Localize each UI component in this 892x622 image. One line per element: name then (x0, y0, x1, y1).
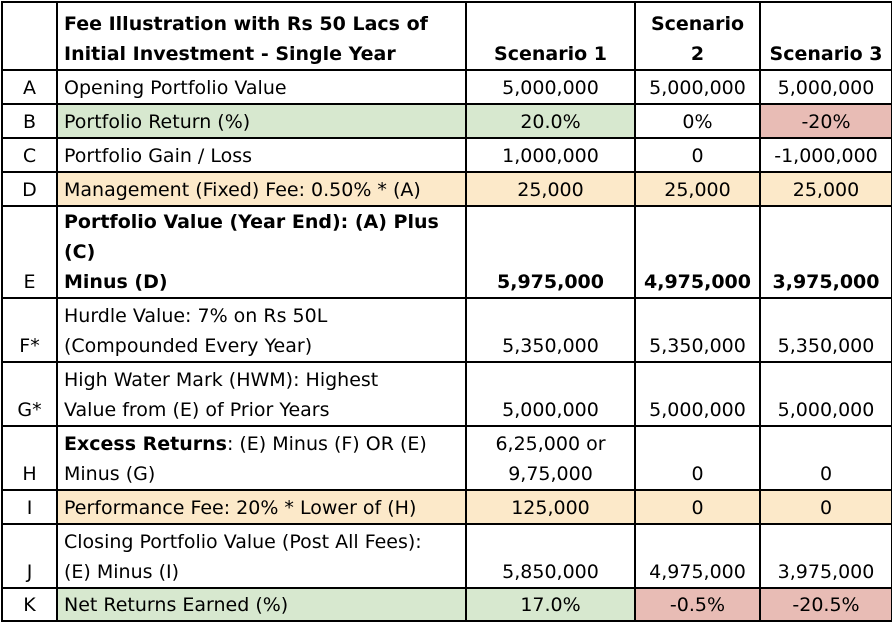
row-description-line1: Closing Portfolio Value (Post All Fees): (64, 531, 422, 553)
scenario-2-value: 5,350,000 (635, 298, 760, 362)
scenario-3-header: Scenario 3 (760, 2, 892, 70)
scenario-3-value: 0 (760, 490, 892, 524)
row-description-line2: (E) Minus (I) (64, 561, 179, 583)
scenario-3-value: 3,975,000 (760, 524, 892, 588)
row-description: Portfolio Gain / Loss (57, 138, 466, 172)
row-description (57, 206, 466, 298)
row-key: G* (2, 362, 57, 426)
row-key: H (2, 426, 57, 490)
scenario-3-value: -20.5% (760, 588, 892, 621)
scenario-2-header: Scenario 2 (635, 2, 760, 70)
table-row (2, 138, 892, 172)
table-title (57, 2, 466, 70)
scenario-2-value: 4,975,000 (635, 206, 760, 298)
scenario-2-value: 4,975,000 (635, 524, 760, 588)
table-row (2, 104, 892, 138)
row-description (57, 298, 466, 362)
scenario-1-value: 1,000,000 (466, 138, 635, 172)
row-description (57, 524, 466, 588)
scenario-3-value: 25,000 (760, 172, 892, 206)
scenario-2-value: 0% (635, 104, 760, 138)
row-description-line1 (64, 429, 459, 459)
excess-returns-label: Excess Returns (64, 433, 227, 455)
row-description: Performance Fee: 20% * Lower of (H) (57, 490, 466, 524)
scenario-2-value: 25,000 (635, 172, 760, 206)
scenario-1-value: 5,350,000 (466, 298, 635, 362)
scenario-1-value: 5,850,000 (466, 524, 635, 588)
scenario-3-value: -20% (760, 104, 892, 138)
row-description-line2: Value from (E) of Prior Years (64, 399, 330, 421)
table-title-line2: Initial Investment - Single Year (64, 43, 396, 65)
scenario-1-value: 17.0% (466, 588, 635, 621)
row-description-line1: Portfolio Value (Year End): (A) Plus (C) (64, 211, 439, 263)
table-row (2, 206, 892, 298)
table-row (2, 524, 892, 588)
table-row (2, 172, 892, 206)
scenario-2-value: -0.5% (635, 588, 760, 621)
table-row (2, 426, 892, 490)
table-row (2, 362, 892, 426)
scenario-1-value: 125,000 (466, 490, 635, 524)
header-key-cell (2, 2, 57, 70)
fee-illustration-table (1, 1, 892, 622)
scenario-1-value-line2: 9,75,000 (508, 463, 593, 485)
scenario-3-value: 5,350,000 (760, 298, 892, 362)
scenario-2-value: 5,000,000 (635, 70, 760, 104)
row-key: B (2, 104, 57, 138)
row-description-line1: Hurdle Value: 7% on Rs 50L (64, 305, 328, 327)
excess-returns-formula: : (E) Minus (F) OR (E) (226, 433, 427, 455)
scenario-1-value: 25,000 (466, 172, 635, 206)
scenario-1-value: 5,000,000 (466, 70, 635, 104)
row-key: D (2, 172, 57, 206)
row-key: A (2, 70, 57, 104)
scenario-3-value: -1,000,000 (760, 138, 892, 172)
scenario-3-value: 5,000,000 (760, 362, 892, 426)
row-description-line1: High Water Mark (HWM): Highest (64, 369, 379, 391)
header-row (2, 2, 892, 70)
row-description-line2: Minus (G) (64, 463, 156, 485)
scenario-1-header: Scenario 1 (466, 2, 635, 70)
row-description (57, 426, 466, 490)
scenario-3-value: 3,975,000 (760, 206, 892, 298)
table-row (2, 588, 892, 621)
scenario-2-value: 0 (635, 490, 760, 524)
table-row (2, 490, 892, 524)
row-key: J (2, 524, 57, 588)
row-description: Net Returns Earned (%) (57, 588, 466, 621)
row-description (57, 362, 466, 426)
row-description: Opening Portfolio Value (57, 70, 466, 104)
scenario-2-value: 0 (635, 138, 760, 172)
row-key: K (2, 588, 57, 621)
row-key: C (2, 138, 57, 172)
scenario-1-value-line1: 6,25,000 or (495, 433, 606, 455)
scenario-2-value: 0 (635, 426, 760, 490)
scenario-1-value: 20.0% (466, 104, 635, 138)
scenario-3-value: 0 (760, 426, 892, 490)
scenario-2-value: 5,000,000 (635, 362, 760, 426)
row-description-line2: Minus (D) (64, 271, 168, 293)
scenario-1-value: 5,975,000 (466, 206, 635, 298)
scenario-1-value (466, 426, 635, 490)
row-key: I (2, 490, 57, 524)
row-key: E (2, 206, 57, 298)
row-description: Management (Fixed) Fee: 0.50% * (A) (57, 172, 466, 206)
table-row (2, 298, 892, 362)
table-title-line1: Fee Illustration with Rs 50 Lacs of (64, 13, 428, 35)
row-description: Portfolio Return (%) (57, 104, 466, 138)
table-row (2, 70, 892, 104)
row-description-line2: (Compounded Every Year) (64, 335, 313, 357)
scenario-1-value: 5,000,000 (466, 362, 635, 426)
scenario-3-value: 5,000,000 (760, 70, 892, 104)
row-key: F* (2, 298, 57, 362)
